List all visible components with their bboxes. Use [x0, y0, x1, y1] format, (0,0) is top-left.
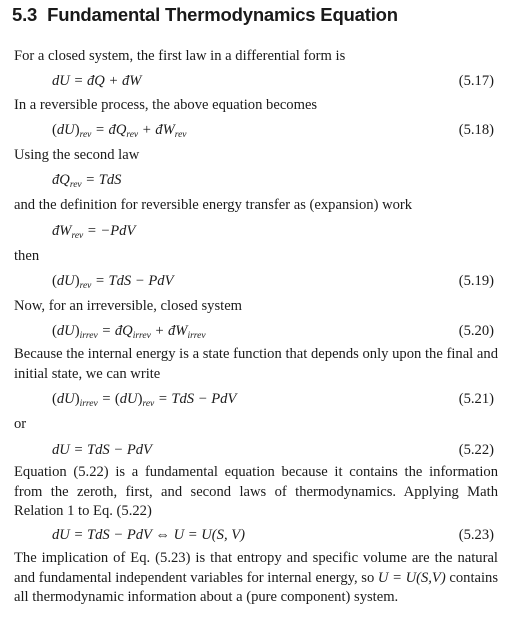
paragraph-3: Using the second law: [14, 147, 140, 163]
paragraph-10-start: The implication of Eq. (5.23) is that entropy and specific volume are the natural and fundamental independent variables for internal energy, so: [14, 550, 498, 586]
equation-number-5-23: (5.23): [458, 527, 494, 543]
paragraph-10-formula: U = U(S,V): [377, 569, 446, 586]
equation-5-23: dU = TdS − PdV ⇔ U = U(S, V): [52, 527, 246, 543]
paragraph-9: Equation (5.22) is a fundamental equation because it contains the information from the zeroth, first, and second laws of thermodynamics. Applying Math Relation 1 to Eq. (5.22): [14, 464, 498, 519]
paragraph-7: Because the internal energy is a state function that depends only upon the final and initial state, we can write: [14, 346, 498, 382]
equation-5-21: $(dU)_{irrev} = (dU)_{rev}$ = TdS − PdV: [52, 391, 237, 409]
paragraph-6: Now, for an irreversible, closed system: [14, 298, 243, 314]
paragraph-10-end: contains all thermodynamic information about a (pure component) system.: [14, 569, 499, 605]
paragraph-8: or: [14, 416, 27, 432]
paragraph-4: and the definition for reversible energy transfer as (expansion) work: [14, 197, 413, 213]
equation-number-5-20: (5.20): [458, 323, 494, 339]
paragraph-2: In a reversible process, the above equation becomes: [14, 97, 318, 113]
equation-number-5-22: (5.22): [458, 442, 494, 458]
equation-5-20: $(dU)_{irrev}$ = $đQ_{irrev}$ + $đW_{irrev}$: [52, 323, 206, 341]
equation-number-5-21: (5.21): [458, 391, 494, 407]
section-number: 5.3: [12, 4, 38, 25]
section-title: Fundamental Thermodynamics Equation: [47, 4, 398, 25]
equation-work: $đW_{rev} = -PdV$: [52, 223, 136, 241]
equation-5-17: dU = đQ + đW: [52, 73, 142, 89]
equation-5-19: $(dU)_{rev}$ = TdS − PdV: [52, 273, 174, 291]
equation-5-22: dU = TdS − PdV: [52, 442, 152, 458]
paragraph-5: then: [14, 248, 40, 264]
equation-second-law: $đQ_{rev}$ = TdS: [52, 172, 122, 190]
equation-5-18: $(dU)_{rev}$ = $đQ_{rev}$ + $đW_{rev}$: [52, 122, 187, 140]
equation-number-5-18: (5.18): [458, 122, 494, 138]
paragraph-1: For a closed system, the first law in a differential form is: [14, 48, 346, 64]
paragraph-10: [14, 549, 498, 608]
equation-number-5-17: (5.17): [458, 73, 494, 89]
equation-number-5-19: (5.19): [458, 273, 494, 289]
section-heading: [12, 4, 398, 26]
